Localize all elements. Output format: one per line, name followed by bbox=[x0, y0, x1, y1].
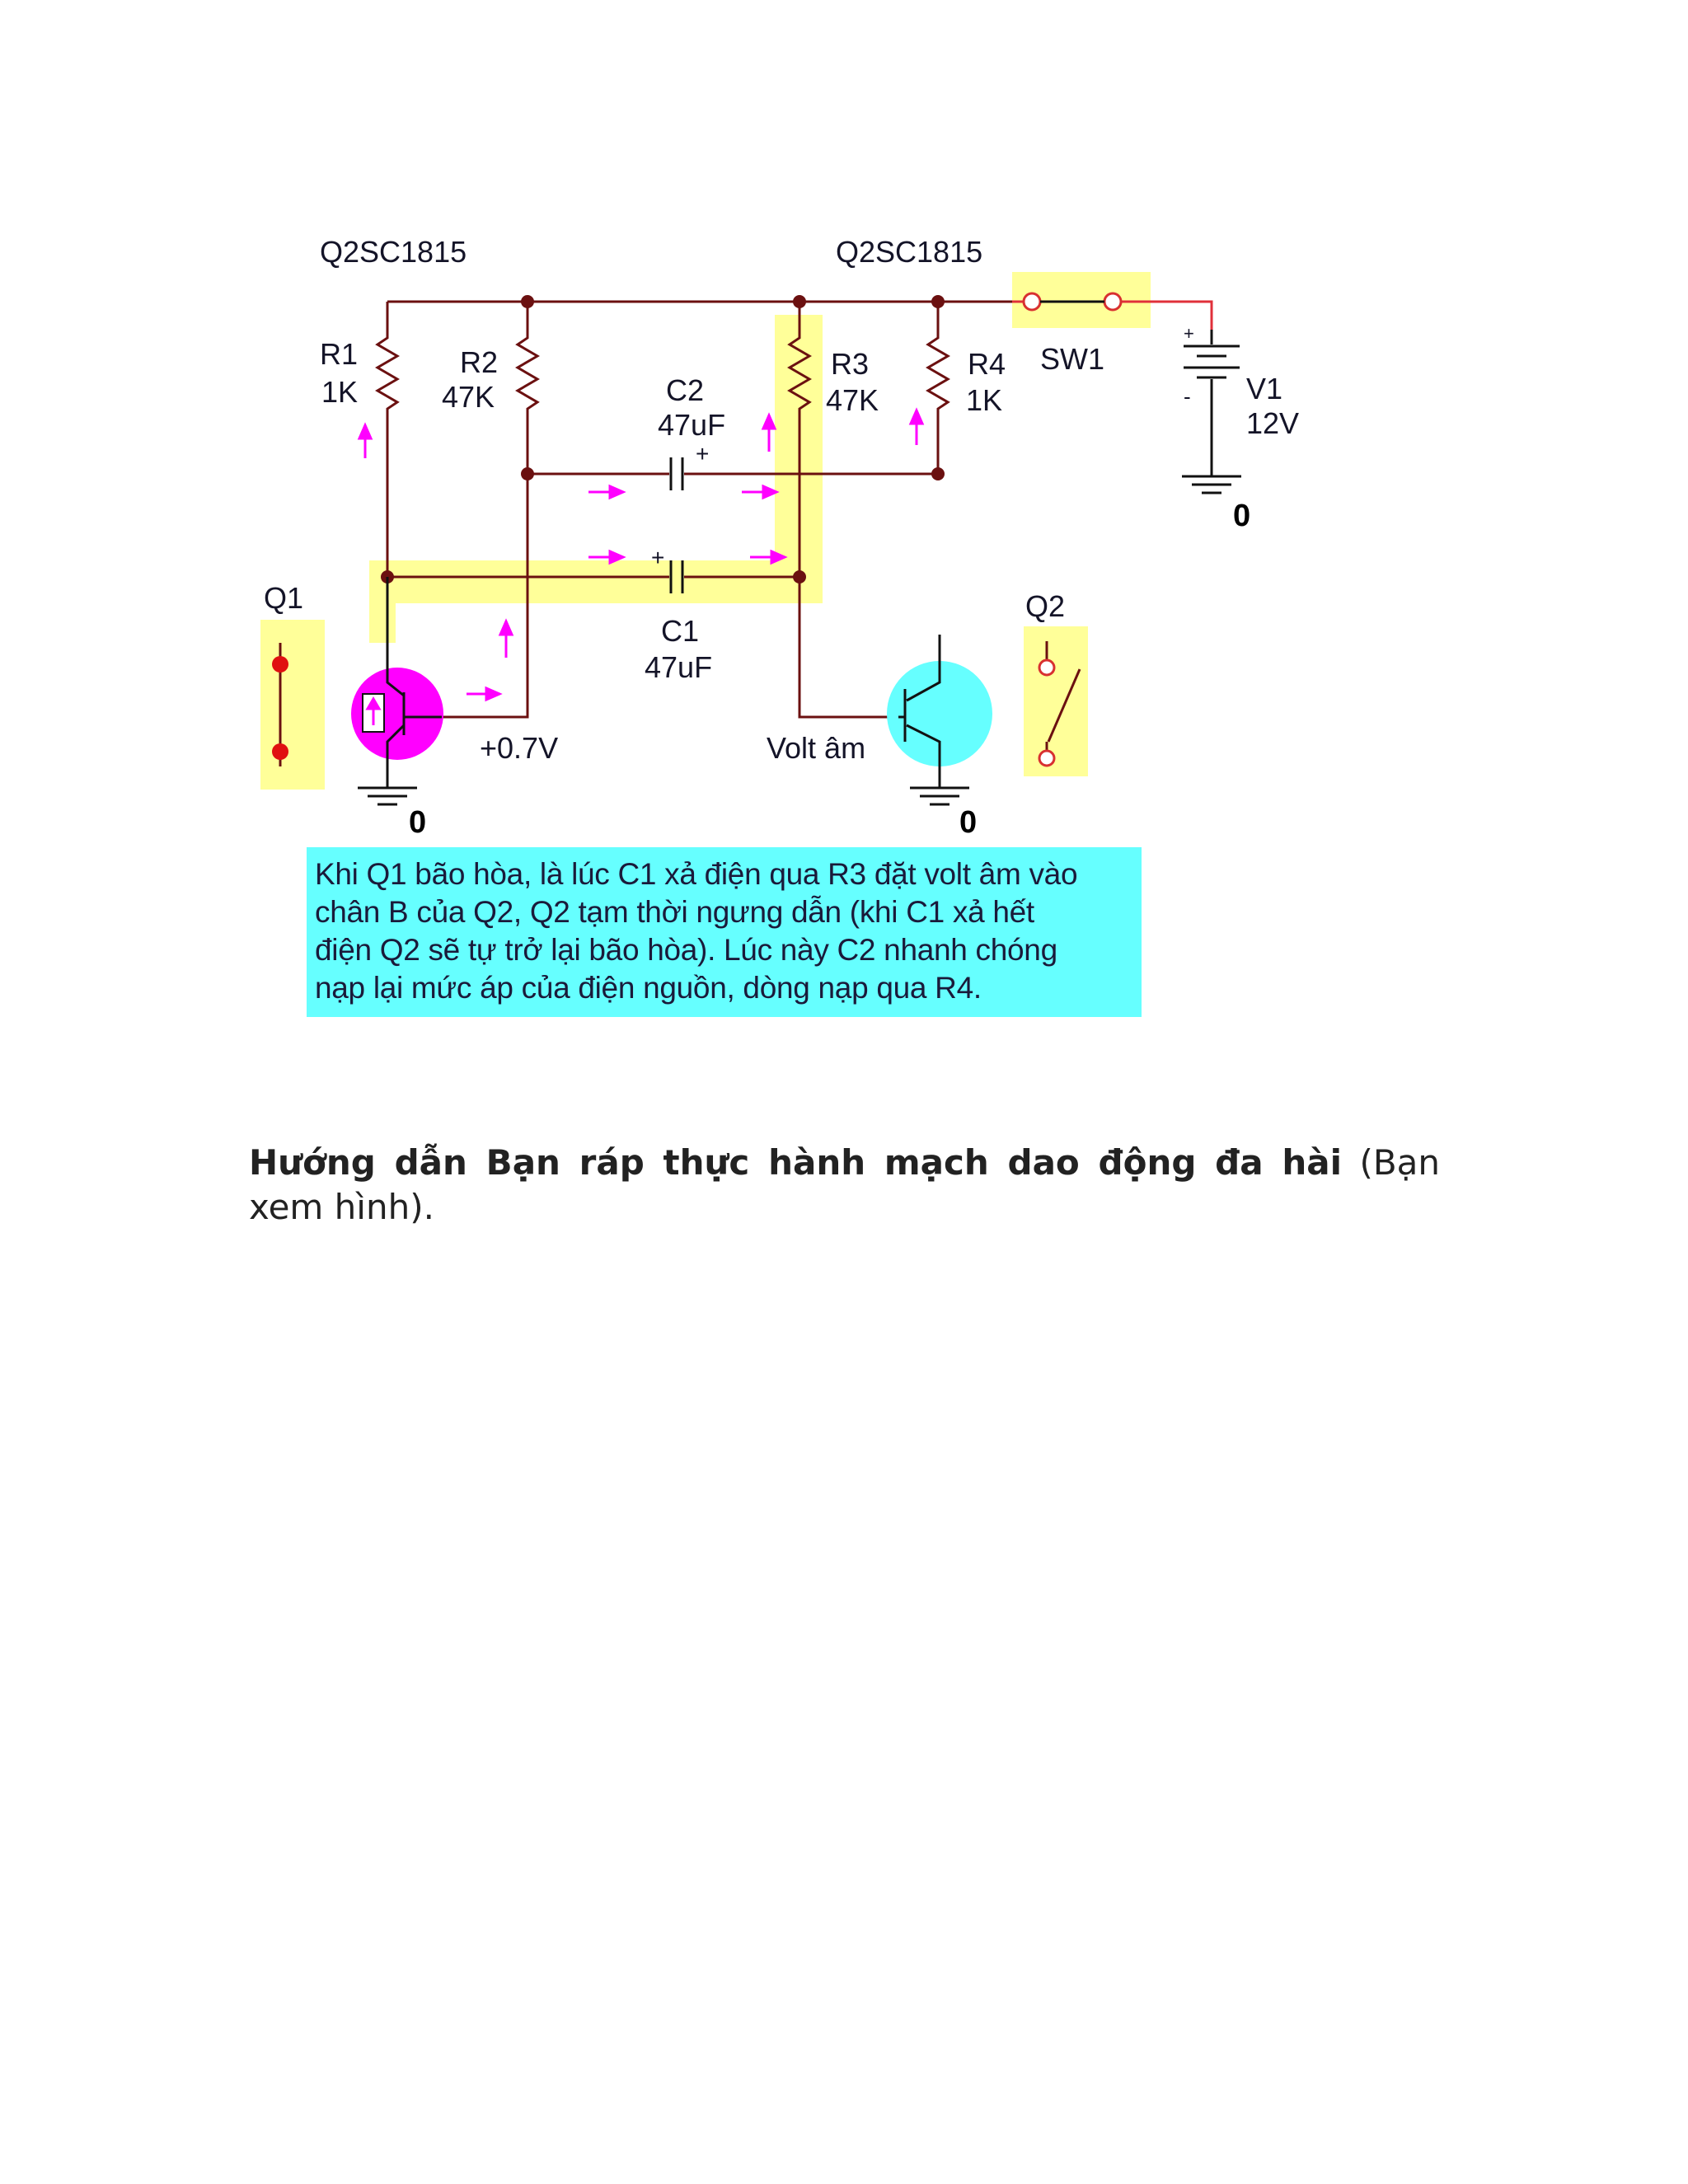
v1-plus: + bbox=[1184, 323, 1194, 344]
explanation-line-4: nạp lại mức áp của điện nguồn, dòng nạp qua R4. bbox=[315, 971, 982, 1005]
explanation-line-1: Khi Q1 bão hòa, là lúc C1 xả điện qua R3 đặt volt âm vào bbox=[315, 857, 1078, 891]
q1-indicator-highlight bbox=[260, 620, 325, 790]
r4-name: R4 bbox=[968, 347, 1006, 381]
r1-wire bbox=[377, 302, 397, 577]
v1-battery bbox=[1184, 330, 1240, 429]
current-arrow-r1 bbox=[359, 425, 371, 458]
v1-value: 12V bbox=[1246, 406, 1300, 440]
q2-indicator-highlight bbox=[1024, 626, 1088, 776]
v1-ground bbox=[1182, 429, 1241, 493]
c2-name: C2 bbox=[666, 373, 705, 407]
node-c2-right bbox=[931, 467, 945, 480]
v1-ground-label: 0 bbox=[1233, 499, 1251, 533]
current-path-highlight-horizontal bbox=[369, 560, 823, 603]
sw1-right-terminal bbox=[1104, 293, 1121, 310]
q2-indicator-dot-bottom bbox=[1039, 751, 1054, 766]
instruction-heading-rest: (Bạn xem hình). bbox=[249, 1142, 1441, 1227]
sw1-left-terminal bbox=[1024, 293, 1040, 310]
q1-ground bbox=[358, 775, 417, 804]
q2-base-voltage: Volt âm bbox=[767, 731, 866, 765]
current-arrow-r3 bbox=[763, 415, 775, 452]
c2-plus: + bbox=[696, 441, 710, 466]
node-c2-left bbox=[521, 467, 534, 480]
q1-base-voltage: +0.7V bbox=[480, 731, 559, 765]
q1-indicator-dot-bottom bbox=[272, 743, 288, 760]
current-arrow-q1-up bbox=[500, 621, 512, 658]
instruction-heading-bold: Hướng dẫn Bạn ráp thực hành mạch dao động đa hài bbox=[249, 1142, 1342, 1183]
r4-value: 1K bbox=[966, 383, 1003, 417]
current-arrow-q1-base bbox=[467, 688, 499, 700]
explanation-line-2: chân B của Q2, Q2 tạm thời ngưng dẫn (khi C1 xả hết bbox=[315, 895, 1034, 929]
r2-name: R2 bbox=[460, 345, 499, 379]
c1-plus: + bbox=[651, 545, 665, 570]
node-c1-right bbox=[793, 570, 806, 583]
current-arrow-c2-left bbox=[588, 486, 623, 498]
explanation-line-3: điện Q2 sẽ tự trở lại bão hòa). Lúc này C2 nhanh chóng bbox=[315, 933, 1057, 967]
r2-value: 47K bbox=[442, 380, 495, 414]
q2-part-label: Q2SC1815 bbox=[836, 235, 983, 269]
q1-indicator-label: Q1 bbox=[264, 581, 304, 615]
r3-value: 47K bbox=[826, 383, 879, 417]
q2-ground bbox=[910, 775, 969, 804]
q1-indicator-dot-top bbox=[272, 656, 288, 673]
r4-wire bbox=[928, 302, 948, 474]
current-arrow-c2-right bbox=[742, 486, 776, 498]
c1-name: C1 bbox=[661, 614, 700, 648]
q2-indicator-label: Q2 bbox=[1025, 589, 1066, 623]
q1-part-label: Q2SC1815 bbox=[320, 235, 467, 269]
sw1-label: SW1 bbox=[1040, 342, 1105, 376]
q1-ground-label: 0 bbox=[409, 805, 427, 840]
r1-name: R1 bbox=[320, 337, 359, 371]
q2-ground-label: 0 bbox=[959, 805, 978, 840]
current-arrow-r4 bbox=[911, 410, 922, 445]
r1-value: 1K bbox=[321, 375, 359, 409]
v1-minus: - bbox=[1184, 384, 1191, 409]
v1-name: V1 bbox=[1246, 372, 1283, 405]
instruction-paragraph bbox=[249, 1141, 1440, 1230]
c2-value: 47uF bbox=[658, 408, 726, 442]
q2-indicator-dot-top bbox=[1039, 660, 1054, 675]
c1-value: 47uF bbox=[645, 650, 713, 684]
r3-name: R3 bbox=[831, 347, 870, 381]
